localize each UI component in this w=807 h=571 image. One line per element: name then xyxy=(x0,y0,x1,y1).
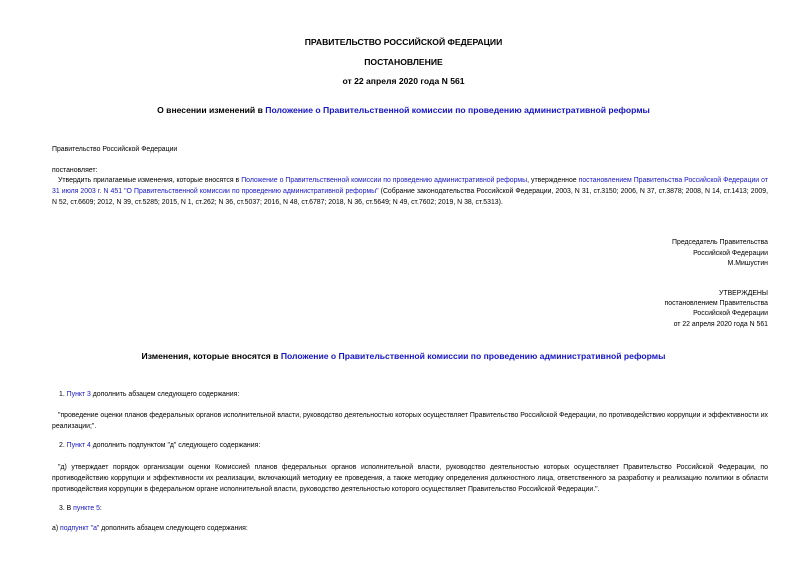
item-1-text: дополнить абзацем следующего содержания: xyxy=(90,391,240,398)
government-name: ПРАВИТЕЛЬСТВО РОССИЙСКОЙ ФЕДЕРАЦИИ xyxy=(304,37,503,47)
item-2-link[interactable]: Пункт 4 xyxy=(66,442,91,449)
signatory-title: Председатель Правительства xyxy=(672,239,768,246)
document-title-link[interactable]: Положение о Правительственной комиссии по проведению административной реформы xyxy=(265,105,650,115)
item-1-link[interactable]: Пункт 3 xyxy=(66,391,91,398)
approved-by: постановлением Правительства xyxy=(664,300,768,307)
subitem-a-text: дополнить абзацем следующего содержания: xyxy=(99,525,248,532)
signatory-country: Российской Федерации xyxy=(693,250,768,257)
document-type: ПОСТАНОВЛЕНИЕ xyxy=(364,57,443,67)
item-3-link[interactable]: пункте 5 xyxy=(73,505,100,512)
item-1 xyxy=(59,391,239,398)
approved-label: УТВЕРЖДЕНЫ xyxy=(719,290,768,297)
item-2-number: 2. xyxy=(59,442,67,449)
approved-date: от 22 апреля 2020 года N 561 xyxy=(673,321,768,328)
document-date-number: от 22 апреля 2020 года N 561 xyxy=(342,76,465,86)
subitem-a-link[interactable]: подпункт "а" xyxy=(60,525,100,532)
item-3 xyxy=(59,505,102,512)
decision-word: постановляет: xyxy=(52,167,98,174)
item-3-colon: : xyxy=(99,505,102,512)
issuing-authority: Правительство Российской Федерации xyxy=(52,146,178,153)
approved-country: Российской Федерации xyxy=(693,310,768,317)
decree-text-3: (Собрание законодательства Российской Федерации, 2003, N 31, ст.3150; 2006, N 37, ст.3878; 2008, N 14, ст.1413; 2009, N 52, ст.6609; 2012, N 39, ст.5285; 2015, N 1, ст.262; N 36, ст.5037; 2016, N 48, ст.6787; 2018, N 36, ст.5649; N 49, ст.7602; 2019, N 38, ст.5313). xyxy=(52,188,768,206)
decree-text-1: Утвердить прилагаемые изменения, которые вносятся в xyxy=(58,177,242,184)
item-1-quote: "проведение оценки планов федеральных органов исполнительной власти, руководство деятельностью которых осуществляет Правительство Российской Федерации, по противодействию коррупции и эффективности их реализации;". xyxy=(52,412,768,430)
regulation-link[interactable]: Положение о Правительственной комиссии по проведению административной реформы xyxy=(241,177,528,184)
decree-paragraph xyxy=(52,175,768,208)
resolution-451-link[interactable]: постановлением Правительства Российской Федерации от 31 июля 2003 г. N 451 "О Правительственной комиссии по проведению административной реформы" xyxy=(52,177,768,195)
changes-title-link[interactable]: Положение о Правительственной комиссии по проведению административной реформы xyxy=(280,351,666,361)
item-2 xyxy=(59,442,260,449)
changes-title xyxy=(0,351,807,361)
item-1-number: 1. xyxy=(59,391,67,398)
item-2-quote: "д) утверждает порядок организации оценки Комиссией планов федеральных органов исполнительной власти, руководство деятельностью которых осуществляет Правительство Российской Федерации, по противодействию коррупции и эффективности их реализации, включающий методику ее проведения, а также методику определения должностного лица, ответственного за разработку и реализацию политики в области противодействия коррупции в федеральном органе исполнительной власти, руководство деятельностью которого осуществляет Правительство Российской Федерации.". xyxy=(52,464,768,493)
item-3-text: 3. В xyxy=(59,505,74,512)
decree-text-2: , утвержденное xyxy=(527,177,579,184)
document-title-prefix: О внесении изменений в xyxy=(157,105,266,115)
document-title xyxy=(0,105,807,115)
item-2-text: дополнить подпунктом "д" следующего содержания: xyxy=(90,442,261,449)
subitem-a-label: а) xyxy=(52,525,61,532)
subitem-a xyxy=(52,525,248,532)
changes-title-prefix: Изменения, которые вносятся в xyxy=(141,351,281,361)
signatory-name: М.Мишустин xyxy=(727,260,768,267)
